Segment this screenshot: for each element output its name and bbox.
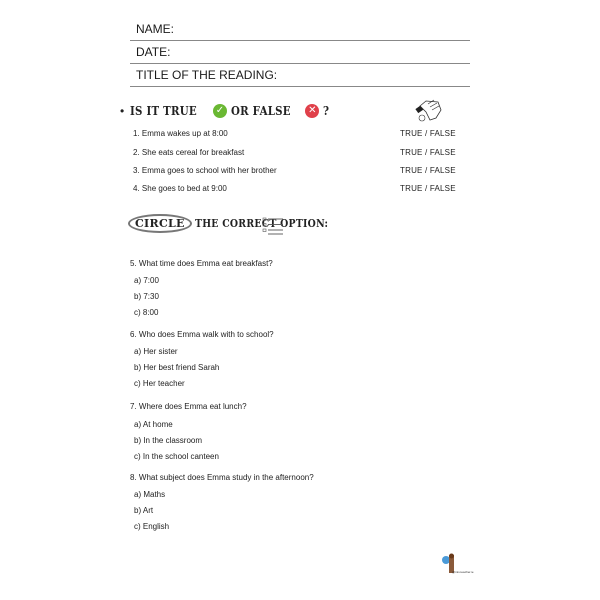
hand-pencil-icon bbox=[408, 98, 444, 126]
question-5: 5. What time does Emma eat breakfast? bbox=[130, 259, 273, 268]
item-number: 1. bbox=[133, 129, 140, 138]
option[interactable]: b) Her best friend Sarah bbox=[134, 363, 220, 372]
name-label: NAME: bbox=[136, 22, 175, 36]
item-number: 3. bbox=[133, 166, 140, 175]
question-6: 6. Who does Emma walk with to school? bbox=[130, 330, 274, 339]
reading-title-label: TITLE OF THE READING: bbox=[136, 68, 278, 82]
reading-title-field[interactable] bbox=[130, 64, 470, 87]
item-text: She goes to bed at 9:00 bbox=[141, 184, 227, 193]
option[interactable]: b) Art bbox=[134, 506, 154, 515]
checklist-icon bbox=[262, 216, 284, 236]
bullet: • bbox=[120, 104, 125, 118]
option[interactable]: a) At home bbox=[134, 420, 173, 429]
item-text: She eats cereal for breakfast bbox=[141, 148, 245, 157]
tf-item-4 bbox=[133, 184, 458, 193]
option[interactable]: c) 8:00 bbox=[134, 308, 159, 317]
option[interactable]: a) Her sister bbox=[134, 347, 178, 356]
name-field[interactable] bbox=[130, 18, 470, 41]
option[interactable]: c) English bbox=[134, 522, 170, 531]
true-false-heading bbox=[120, 104, 331, 118]
item-number: 2. bbox=[133, 148, 140, 157]
option[interactable]: c) Her teacher bbox=[134, 379, 185, 388]
true-false-choice[interactable]: TRUE / FALSE bbox=[400, 166, 456, 175]
question-7: 7. Where does Emma eat lunch? bbox=[130, 402, 247, 411]
item-text: Emma goes to school with her brother bbox=[141, 166, 277, 175]
date-label: DATE: bbox=[136, 45, 171, 59]
option[interactable]: c) In the school canteen bbox=[134, 452, 219, 461]
true-false-choice[interactable]: TRUE / FALSE bbox=[400, 184, 456, 193]
circle-option-heading bbox=[128, 214, 351, 233]
option[interactable]: a) Maths bbox=[134, 490, 166, 499]
item-number: 4. bbox=[133, 184, 140, 193]
date-field[interactable] bbox=[130, 41, 470, 64]
watermark-text: @mis.teacher.ie bbox=[452, 570, 474, 574]
check-icon: ✓ bbox=[213, 104, 227, 118]
heading-rest: THE CORRECT OPTION: bbox=[194, 217, 328, 230]
tf-item-1 bbox=[133, 129, 458, 138]
heading-false: OR FALSE bbox=[230, 104, 291, 118]
true-false-choice[interactable]: TRUE / FALSE bbox=[400, 148, 456, 157]
item-text: Emma wakes up at 8:00 bbox=[141, 129, 228, 138]
heading-true: IS IT TRUE bbox=[130, 104, 198, 118]
question-8: 8. What subject does Emma study in the afternoon? bbox=[130, 473, 314, 482]
heading-question-mark: ? bbox=[323, 104, 330, 118]
true-false-choice[interactable]: TRUE / FALSE bbox=[400, 129, 456, 138]
tf-item-3 bbox=[133, 166, 458, 175]
heading-circle-word: CIRCLE bbox=[128, 214, 192, 233]
option[interactable]: b) In the classroom bbox=[134, 436, 203, 445]
tf-item-2 bbox=[133, 148, 458, 157]
cross-icon: ✕ bbox=[305, 104, 319, 118]
option[interactable]: b) 7:30 bbox=[134, 292, 159, 301]
option[interactable]: a) 7:00 bbox=[134, 276, 159, 285]
